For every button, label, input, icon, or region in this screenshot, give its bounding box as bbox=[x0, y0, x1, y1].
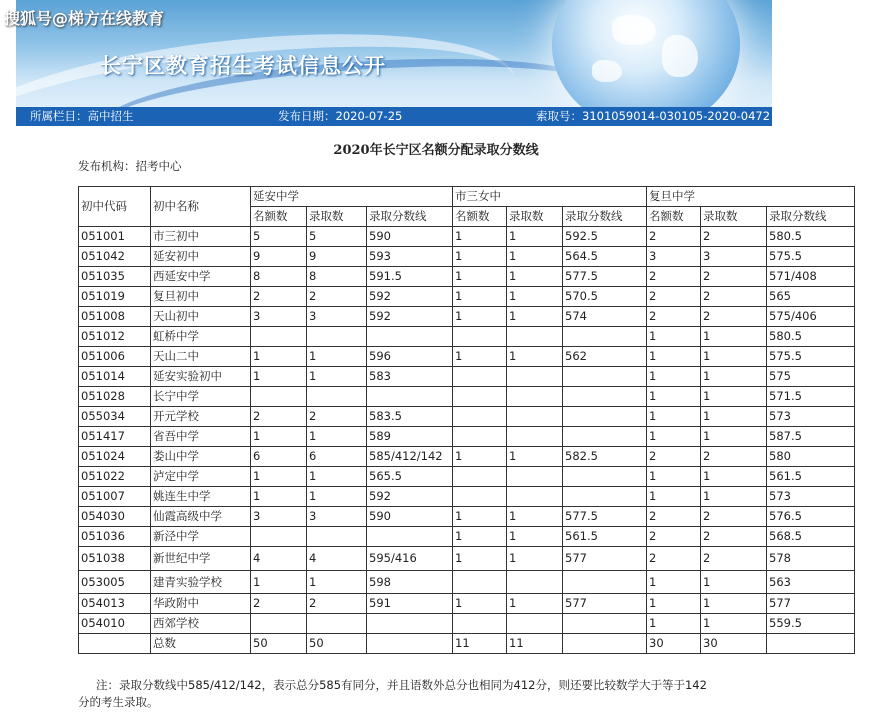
table-cell: 8 bbox=[251, 267, 307, 287]
column-label: 所属栏目：高中招生 bbox=[30, 109, 134, 123]
table-cell: 2 bbox=[307, 287, 367, 307]
table-cell bbox=[307, 327, 367, 347]
table-cell: 2 bbox=[647, 287, 701, 307]
subheader-cell: 录取数 bbox=[307, 207, 367, 227]
table-cell: 051024 bbox=[79, 447, 151, 467]
table-cell: 054030 bbox=[79, 507, 151, 527]
table-cell: 1 bbox=[701, 487, 767, 507]
table-cell: 2 bbox=[701, 527, 767, 547]
table-cell: 1 bbox=[307, 571, 367, 594]
table-cell: 天山二中 bbox=[151, 347, 251, 367]
header-row bbox=[79, 187, 855, 207]
table-cell: 051417 bbox=[79, 427, 151, 447]
table-cell: 开元学校 bbox=[151, 407, 251, 427]
table-cell: 1 bbox=[453, 594, 507, 614]
table-cell: 1 bbox=[507, 507, 563, 527]
table-cell: 1 bbox=[251, 427, 307, 447]
table-cell: 1 bbox=[701, 327, 767, 347]
table-cell: 590 bbox=[367, 507, 453, 527]
table-cell: 1 bbox=[507, 527, 563, 547]
table-cell bbox=[453, 571, 507, 594]
table-cell bbox=[251, 527, 307, 547]
table-cell: 1 bbox=[647, 367, 701, 387]
table-cell: 561.5 bbox=[767, 467, 855, 487]
table-cell bbox=[453, 387, 507, 407]
table-cell: 3 bbox=[251, 307, 307, 327]
subheader-cell: 录取分数线 bbox=[563, 207, 647, 227]
table-cell: 580 bbox=[767, 447, 855, 467]
table-cell: 1 bbox=[647, 467, 701, 487]
table-cell bbox=[307, 614, 367, 634]
table-cell: 复旦初中 bbox=[151, 287, 251, 307]
table-cell: 051035 bbox=[79, 267, 151, 287]
table-cell: 1 bbox=[701, 387, 767, 407]
table-cell: 580.5 bbox=[767, 327, 855, 347]
table-cell: 573 bbox=[767, 487, 855, 507]
table-row bbox=[79, 507, 855, 527]
table-cell: 1 bbox=[453, 247, 507, 267]
table-cell: 054013 bbox=[79, 594, 151, 614]
table-cell: 577 bbox=[563, 547, 647, 571]
table-cell: 泸定中学 bbox=[151, 467, 251, 487]
table-cell: 587.5 bbox=[767, 427, 855, 447]
table-cell: 2 bbox=[251, 407, 307, 427]
table-cell: 1 bbox=[647, 487, 701, 507]
score-table bbox=[78, 186, 855, 654]
table-cell bbox=[367, 327, 453, 347]
table-cell: 2 bbox=[647, 307, 701, 327]
table-cell: 596 bbox=[367, 347, 453, 367]
info-bar bbox=[16, 107, 772, 126]
table-cell: 051038 bbox=[79, 547, 151, 571]
table-cell: 娄山中学 bbox=[151, 447, 251, 467]
table-cell: 长宁中学 bbox=[151, 387, 251, 407]
table-cell: 1 bbox=[453, 447, 507, 467]
table-cell: 1 bbox=[453, 267, 507, 287]
table-cell: 省吾中学 bbox=[151, 427, 251, 447]
table-cell: 054010 bbox=[79, 614, 151, 634]
header-school: 复旦中学 bbox=[647, 187, 855, 207]
total-cell bbox=[367, 634, 453, 654]
table-cell: 1 bbox=[453, 547, 507, 571]
table-cell: 1 bbox=[453, 307, 507, 327]
table-cell: 051014 bbox=[79, 367, 151, 387]
total-cell: 30 bbox=[701, 634, 767, 654]
table-cell: 9 bbox=[251, 247, 307, 267]
table-row bbox=[79, 407, 855, 427]
table-cell: 598 bbox=[367, 571, 453, 594]
total-cell bbox=[563, 634, 647, 654]
table-cell: 1 bbox=[647, 614, 701, 634]
table-cell bbox=[367, 527, 453, 547]
table-cell bbox=[251, 614, 307, 634]
table-cell: 573 bbox=[767, 407, 855, 427]
table-cell: 1 bbox=[507, 307, 563, 327]
table-cell: 562 bbox=[563, 347, 647, 367]
table-cell: 1 bbox=[453, 507, 507, 527]
table-cell: 1 bbox=[507, 447, 563, 467]
table-cell: 583.5 bbox=[367, 407, 453, 427]
table-cell: 1 bbox=[647, 571, 701, 594]
table-cell: 565.5 bbox=[367, 467, 453, 487]
table-cell: 3 bbox=[647, 247, 701, 267]
table-cell: 1 bbox=[647, 427, 701, 447]
table-cell: 延安实验初中 bbox=[151, 367, 251, 387]
table-cell: 1 bbox=[251, 467, 307, 487]
table-cell bbox=[507, 427, 563, 447]
table-cell: 仙霞高级中学 bbox=[151, 507, 251, 527]
table-row bbox=[79, 367, 855, 387]
table-cell: 1 bbox=[251, 347, 307, 367]
table-cell: 2 bbox=[701, 267, 767, 287]
table-cell: 051006 bbox=[79, 347, 151, 367]
table-cell: 5 bbox=[251, 227, 307, 247]
table-cell: 1 bbox=[307, 487, 367, 507]
publish-date: 发布日期：2020-07-25 bbox=[278, 109, 403, 123]
table-cell: 1 bbox=[307, 427, 367, 447]
table-cell: 虹桥中学 bbox=[151, 327, 251, 347]
table-row bbox=[79, 307, 855, 327]
table-cell: 1 bbox=[507, 547, 563, 571]
table-cell: 市三初中 bbox=[151, 227, 251, 247]
table-cell: 1 bbox=[251, 367, 307, 387]
table-cell bbox=[563, 614, 647, 634]
table-cell: 561.5 bbox=[563, 527, 647, 547]
table-cell: 1 bbox=[701, 347, 767, 367]
table-cell: 2 bbox=[701, 447, 767, 467]
table-row bbox=[79, 287, 855, 307]
table-cell: 582.5 bbox=[563, 447, 647, 467]
table-cell: 563 bbox=[767, 571, 855, 594]
table-cell: 1 bbox=[647, 387, 701, 407]
table-cell: 595/416 bbox=[367, 547, 453, 571]
table-cell: 1 bbox=[701, 467, 767, 487]
table-cell: 6 bbox=[251, 447, 307, 467]
table-cell: 051042 bbox=[79, 247, 151, 267]
table-cell: 577.5 bbox=[563, 267, 647, 287]
table-cell: 4 bbox=[251, 547, 307, 571]
table-cell: 051019 bbox=[79, 287, 151, 307]
table-cell: 2 bbox=[701, 287, 767, 307]
table-cell: 1 bbox=[647, 407, 701, 427]
table-cell: 2 bbox=[647, 527, 701, 547]
table-cell: 1 bbox=[453, 227, 507, 247]
table-cell: 580.5 bbox=[767, 227, 855, 247]
table-row bbox=[79, 614, 855, 634]
table-cell: 055034 bbox=[79, 407, 151, 427]
table-cell: 2 bbox=[307, 594, 367, 614]
table-cell: 1 bbox=[453, 527, 507, 547]
total-cell bbox=[767, 634, 855, 654]
table-cell: 1 bbox=[453, 347, 507, 367]
table-cell: 564.5 bbox=[563, 247, 647, 267]
table-cell: 1 bbox=[507, 267, 563, 287]
table-cell: 051022 bbox=[79, 467, 151, 487]
subheader-cell: 录取分数线 bbox=[767, 207, 855, 227]
table-cell bbox=[507, 327, 563, 347]
table-cell bbox=[507, 467, 563, 487]
table-cell: 051008 bbox=[79, 307, 151, 327]
footnote: 注：录取分数线中585/412/142，表示总分585有同分，并且语数外总分也相同为412分，则还要比较数学大于等于142分的考生录取。 bbox=[78, 678, 707, 709]
table-cell: 1 bbox=[701, 367, 767, 387]
table-cell: 575 bbox=[767, 367, 855, 387]
table-cell: 华政附中 bbox=[151, 594, 251, 614]
table-cell: 591.5 bbox=[367, 267, 453, 287]
table-cell: 559.5 bbox=[767, 614, 855, 634]
table-cell bbox=[507, 367, 563, 387]
table-cell: 592 bbox=[367, 307, 453, 327]
table-cell bbox=[307, 387, 367, 407]
table-cell: 2 bbox=[307, 407, 367, 427]
table-row bbox=[79, 347, 855, 367]
table-cell: 1 bbox=[507, 594, 563, 614]
table-cell bbox=[453, 427, 507, 447]
table-cell: 1 bbox=[507, 347, 563, 367]
table-row bbox=[79, 571, 855, 594]
table-cell: 2 bbox=[251, 287, 307, 307]
table-cell: 577.5 bbox=[563, 507, 647, 527]
table-cell: 592 bbox=[367, 487, 453, 507]
table-cell: 2 bbox=[647, 447, 701, 467]
table-cell: 590 bbox=[367, 227, 453, 247]
table-cell: 1 bbox=[307, 347, 367, 367]
table-cell: 575.5 bbox=[767, 347, 855, 367]
table-row bbox=[79, 527, 855, 547]
table-cell: 051012 bbox=[79, 327, 151, 347]
table-row bbox=[79, 547, 855, 571]
table-cell: 建青实验学校 bbox=[151, 571, 251, 594]
table-cell: 565 bbox=[767, 287, 855, 307]
table-cell: 天山初中 bbox=[151, 307, 251, 327]
header-school: 延安中学 bbox=[251, 187, 453, 207]
table-cell bbox=[563, 367, 647, 387]
table-row bbox=[79, 247, 855, 267]
table-cell: 新世纪中学 bbox=[151, 547, 251, 571]
table-cell: 3 bbox=[701, 247, 767, 267]
table-cell bbox=[307, 527, 367, 547]
table-cell: 051028 bbox=[79, 387, 151, 407]
table-cell bbox=[453, 467, 507, 487]
table-cell: 3 bbox=[251, 507, 307, 527]
table-cell: 591 bbox=[367, 594, 453, 614]
table-cell: 585/412/142 bbox=[367, 447, 453, 467]
table-cell: 西郊学校 bbox=[151, 614, 251, 634]
table-cell: 1 bbox=[307, 367, 367, 387]
table-cell bbox=[507, 387, 563, 407]
table-cell: 2 bbox=[701, 507, 767, 527]
total-cell: 50 bbox=[251, 634, 307, 654]
header-code: 初中代码 bbox=[79, 187, 151, 227]
table-cell: 9 bbox=[307, 247, 367, 267]
table-cell bbox=[507, 571, 563, 594]
table-cell bbox=[367, 387, 453, 407]
table-cell bbox=[563, 327, 647, 347]
table-cell: 051007 bbox=[79, 487, 151, 507]
table-cell: 2 bbox=[701, 227, 767, 247]
banner-title: 长宁区教育招生考试信息公开 bbox=[100, 54, 386, 78]
table-cell: 1 bbox=[251, 487, 307, 507]
table-cell bbox=[79, 634, 151, 654]
document-title: 2020年长宁区名额分配录取分数线 bbox=[333, 143, 539, 158]
table-cell: 051001 bbox=[79, 227, 151, 247]
table-cell bbox=[453, 327, 507, 347]
table-row bbox=[79, 267, 855, 287]
table-cell: 1 bbox=[701, 614, 767, 634]
table-cell: 575/406 bbox=[767, 307, 855, 327]
table-cell: 3 bbox=[307, 307, 367, 327]
table-cell bbox=[367, 614, 453, 634]
total-cell: 50 bbox=[307, 634, 367, 654]
table-cell: 延安初中 bbox=[151, 247, 251, 267]
table-cell: 593 bbox=[367, 247, 453, 267]
table-row bbox=[79, 387, 855, 407]
subheader-cell: 名额数 bbox=[647, 207, 701, 227]
table-cell: 568.5 bbox=[767, 527, 855, 547]
table-cell: 570.5 bbox=[563, 287, 647, 307]
table-cell: 6 bbox=[307, 447, 367, 467]
table-cell bbox=[563, 467, 647, 487]
total-label: 总数 bbox=[151, 634, 251, 654]
table-cell: 姚连生中学 bbox=[151, 487, 251, 507]
table-cell: 2 bbox=[647, 547, 701, 571]
table-cell: 571/408 bbox=[767, 267, 855, 287]
table-cell: 1 bbox=[251, 571, 307, 594]
total-row bbox=[79, 634, 855, 654]
table-cell: 1 bbox=[507, 287, 563, 307]
table-row bbox=[79, 327, 855, 347]
table-row bbox=[79, 594, 855, 614]
subheader-cell: 名额数 bbox=[453, 207, 507, 227]
table-cell bbox=[251, 387, 307, 407]
table-cell bbox=[563, 387, 647, 407]
total-cell: 11 bbox=[507, 634, 563, 654]
table-cell: 西延安中学 bbox=[151, 267, 251, 287]
table-cell: 8 bbox=[307, 267, 367, 287]
table-cell: 577 bbox=[563, 594, 647, 614]
table-cell bbox=[563, 487, 647, 507]
table-cell: 5 bbox=[307, 227, 367, 247]
table-cell: 2 bbox=[251, 594, 307, 614]
table-cell: 589 bbox=[367, 427, 453, 447]
table-cell bbox=[251, 327, 307, 347]
subheader-cell: 录取数 bbox=[507, 207, 563, 227]
header-name: 初中名称 bbox=[151, 187, 251, 227]
table-cell bbox=[453, 367, 507, 387]
table-cell: 2 bbox=[647, 267, 701, 287]
table-cell: 576.5 bbox=[767, 507, 855, 527]
table-cell: 574 bbox=[563, 307, 647, 327]
subheader-cell: 录取数 bbox=[701, 207, 767, 227]
table-cell: 592 bbox=[367, 287, 453, 307]
table-cell bbox=[507, 614, 563, 634]
table-cell: 1 bbox=[507, 247, 563, 267]
table-cell bbox=[563, 427, 647, 447]
table-cell bbox=[507, 407, 563, 427]
table-cell: 577 bbox=[767, 594, 855, 614]
table-cell: 2 bbox=[701, 547, 767, 571]
table-cell: 592.5 bbox=[563, 227, 647, 247]
table-cell: 051036 bbox=[79, 527, 151, 547]
table-cell: 1 bbox=[701, 427, 767, 447]
table-cell: 578 bbox=[767, 547, 855, 571]
table-cell bbox=[453, 407, 507, 427]
table-cell: 1 bbox=[701, 571, 767, 594]
table-cell: 1 bbox=[647, 594, 701, 614]
header-school: 市三女中 bbox=[453, 187, 647, 207]
table-cell: 1 bbox=[701, 594, 767, 614]
table-cell: 3 bbox=[307, 507, 367, 527]
table-cell: 1 bbox=[701, 407, 767, 427]
table-cell: 新泾中学 bbox=[151, 527, 251, 547]
table-cell: 2 bbox=[647, 227, 701, 247]
table-cell: 1 bbox=[307, 467, 367, 487]
table-cell bbox=[563, 407, 647, 427]
index-number: 索取号：3101059014-030105-2020-0472 bbox=[536, 109, 771, 123]
subheader-cell: 录取分数线 bbox=[367, 207, 453, 227]
table-cell: 2 bbox=[701, 307, 767, 327]
table-row bbox=[79, 427, 855, 447]
table-row bbox=[79, 467, 855, 487]
watermark: 搜狐号@梯方在线教育 bbox=[4, 9, 165, 28]
table-cell: 053005 bbox=[79, 571, 151, 594]
table-row bbox=[79, 447, 855, 467]
subheader-cell: 名额数 bbox=[251, 207, 307, 227]
table-cell: 1 bbox=[647, 327, 701, 347]
table-cell bbox=[453, 614, 507, 634]
publisher: 发布机构：招考中心 bbox=[78, 159, 182, 173]
table-cell: 4 bbox=[307, 547, 367, 571]
table-cell: 2 bbox=[647, 507, 701, 527]
table-row bbox=[79, 227, 855, 247]
table-cell: 575.5 bbox=[767, 247, 855, 267]
table-row bbox=[79, 487, 855, 507]
table-cell: 1 bbox=[647, 347, 701, 367]
table-cell: 1 bbox=[453, 287, 507, 307]
table-cell bbox=[507, 487, 563, 507]
total-cell: 11 bbox=[453, 634, 507, 654]
table-cell: 583 bbox=[367, 367, 453, 387]
total-cell: 30 bbox=[647, 634, 701, 654]
table-cell bbox=[563, 571, 647, 594]
table-cell bbox=[453, 487, 507, 507]
table-cell: 1 bbox=[507, 227, 563, 247]
table-cell: 571.5 bbox=[767, 387, 855, 407]
